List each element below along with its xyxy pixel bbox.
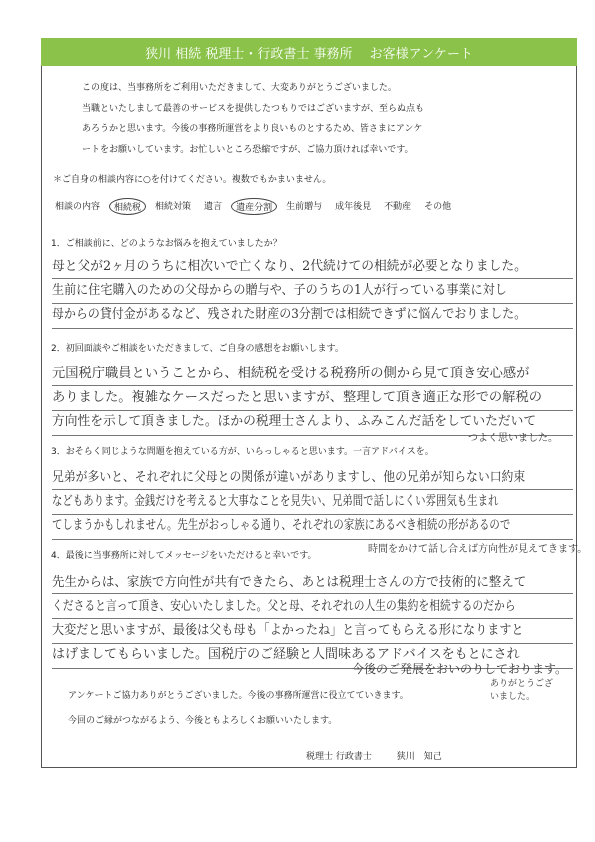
answer-line: てしまうかもしれません。先生がおっしゃる通り、それぞれの家族にあるべき相続の形があるので <box>52 518 511 533</box>
signature-name: 狭川 知己 <box>396 752 442 762</box>
answer-line: などもあります。金銭だけを考えると大事なことを見失い、兄弟間で話しにくい雰囲気も生まれ <box>52 494 499 509</box>
category-fudousan: 不動産 <box>384 202 412 212</box>
category-seinen-kouken: 成年後見 <box>335 202 372 212</box>
category-isan-bunkatsu: 遺産分割 <box>231 198 277 215</box>
intro-line: 当職といたしまして最善のサービスを提供したつもりではございますが、至らぬ点も <box>82 103 425 114</box>
question-3-answer <box>52 466 580 538</box>
answer-line: 兄弟が多いと、それぞれに父母との関係が違いがありますし、他の兄弟が知らない口約束 <box>52 470 526 485</box>
answer-line: ありました。複雑なケースだったと思いますが、整理して頂き適正な形での解税の <box>52 390 542 405</box>
question-4-thanks: ありがとうございました。 <box>490 679 554 702</box>
question-2-extra: つよく思いました。 <box>468 433 558 444</box>
answer-line: 母と父が2ヶ月のうちに相次いで亡くなり、2代続けての相続が必要となりました。 <box>52 259 527 274</box>
answer-rule <box>52 328 573 329</box>
intro-line: あろうかと思います。今後の事務所運営をより良いものとするため、皆さまにアンケ <box>82 124 423 134</box>
answer-line: くださると言って頂き、安心いたしました。父と母、それぞれの人生の集約を相続するのだから <box>52 599 516 614</box>
intro-text <box>82 78 424 160</box>
answer-line: 大変だと思いますが、最後は父も母も「よかったね」と言ってもらえる形になりますと <box>52 623 524 638</box>
closing-line: アンケートご協力ありがとうございました。今後の事務所運営に役立てていきます。 <box>68 691 409 701</box>
answer-line: 元国税庁職員ということから、相続税を受ける税務所の側から見て頂き安心感が <box>52 366 530 381</box>
question-1-label: 1．ご相談前に、どのようなお悩みを抱えていましたか？ <box>51 239 282 249</box>
answer-line: はげましてもらいました。国税庁のご経験と人間味あるアドバイスをもとにされ <box>52 647 520 662</box>
question-2-label: 2．初回面談やご相談をいただきまして、ご自身の感想をお願いします。 <box>51 344 344 354</box>
question-3-extra: 時間をかけて話し合えば方向性が見えてきます。 <box>368 544 588 555</box>
answer-line: 先生からは、家族で方向性が共有できたら、あとは税理士さんの方で技術的に整えて <box>52 575 527 590</box>
intro-line: ートをお願いしています。お忙しいところ恐縮ですが、ご協力頂ければ幸いです。 <box>82 144 414 155</box>
question-4-extra: 今後のご発展をおいのりしております。 <box>352 662 568 676</box>
category-souzokuzei: 相続税 <box>109 198 146 215</box>
category-souzoku-taisaku: 相続対策 <box>155 202 192 212</box>
signature <box>306 749 464 762</box>
answer-line: 方向性を示して頂きました。ほかの税理士さんより、ふみこんだ話をしていただいて <box>52 414 537 429</box>
category-sonota: その他 <box>424 202 452 212</box>
signature-title: 税理士 行政書士 <box>306 752 372 762</box>
header-title: 狭川 相続 税理士・行政書士 事務所 お客様アンケート <box>145 46 473 62</box>
category-list <box>53 198 462 215</box>
category-yuigon: 遺言 <box>204 202 223 212</box>
category-seizen-zouyo: 生前贈与 <box>286 202 323 212</box>
question-2-answer <box>52 362 580 434</box>
category-label: 相談の内容 <box>55 202 101 212</box>
question-3-label: 3．おそらく同じような問題を抱えている方が、いらっしゃると思います。一言アドバイスを。 <box>51 447 434 457</box>
question-4-label: 4．最後に当事務所に対してメッセージをいただけると幸いです。 <box>51 551 317 561</box>
closing-line: 今回のご縁がつながるよう、今後ともよろしくお願いいたします。 <box>68 716 338 726</box>
intro-line: この度は、当事務所をご利用いただきまして、大変ありがとうございました。 <box>82 83 397 93</box>
survey-header <box>41 38 577 66</box>
instruction-note: ＊ご自身の相談内容に○を付けてください。複数でもかまいません。 <box>53 175 332 185</box>
answer-line: 生前に住宅購入のための父母からの贈与や、子のうちの1人が行っている事業に対し <box>52 283 507 298</box>
answer-line: 母からの貸付金があるなど、残された財産の3分割では相続できずに悩んでおりました。 <box>52 307 527 322</box>
question-4-answer <box>52 571 580 667</box>
question-1-answer <box>52 255 580 327</box>
